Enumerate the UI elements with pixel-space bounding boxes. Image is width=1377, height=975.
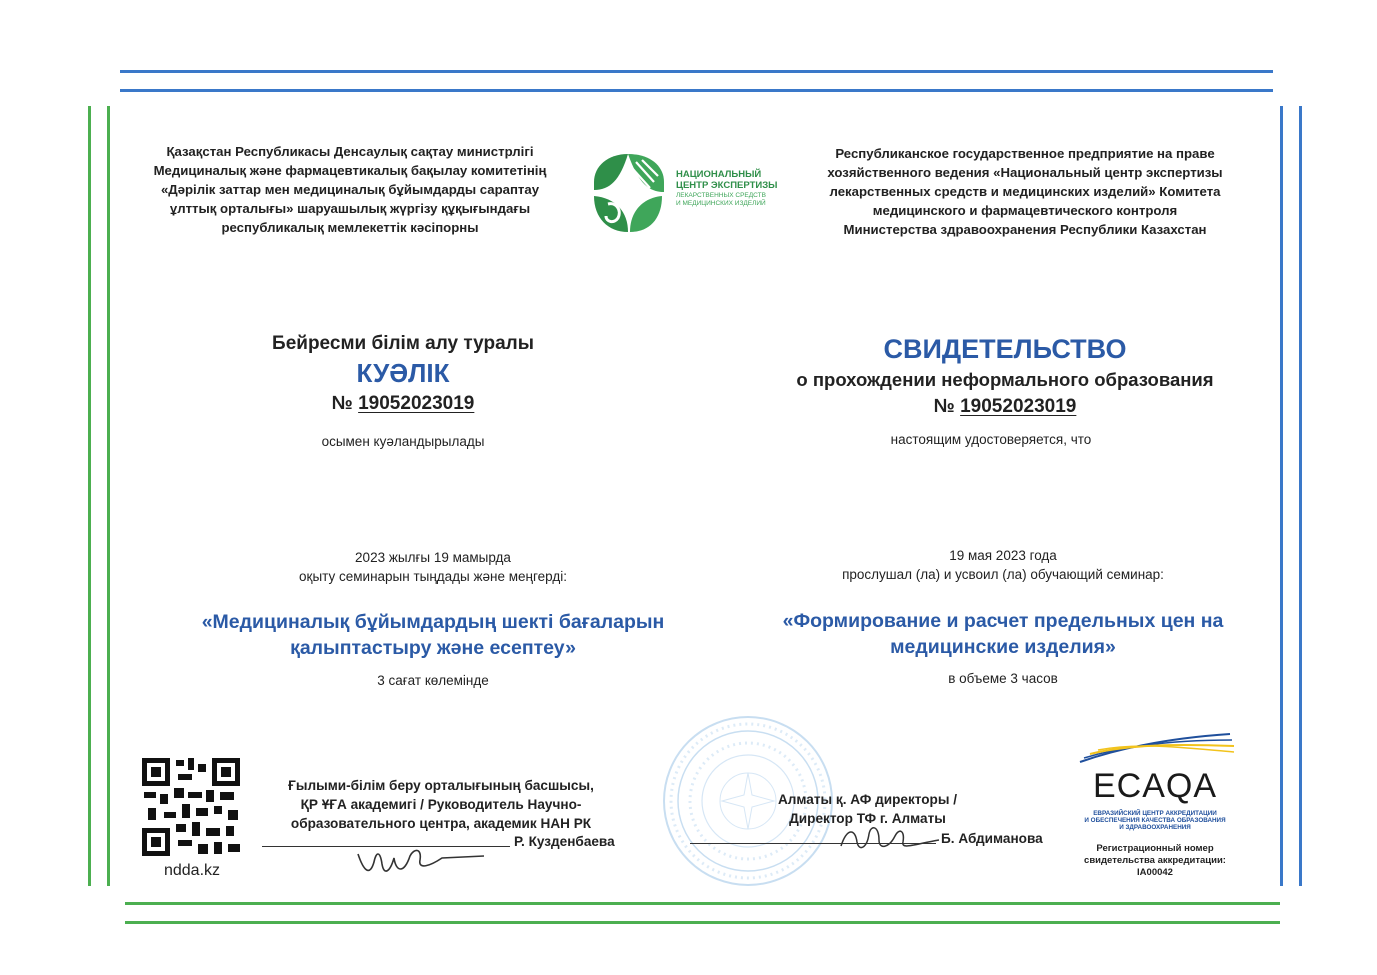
ru-course-line: медицинские изделия»	[890, 636, 1116, 658]
kz-subtitle: Бейресми білім алу туралы	[272, 333, 534, 354]
kz-seminar-info	[183, 548, 683, 586]
russian-organization-header	[790, 144, 1260, 239]
right-border-line-2	[1299, 106, 1302, 886]
ecaqa-reg-label: Регистрационный номер	[1096, 843, 1214, 854]
logo-line: НАЦИОНАЛЬНЫЙ	[676, 169, 762, 180]
ru-title: СВИДЕТЕЛЬСТВО	[883, 334, 1127, 364]
header-line: «Дәрілік заттар мен медициналық бұйымдарды сараптау	[160, 182, 540, 197]
national-center-logo-icon	[588, 152, 668, 234]
bottom-border-line-1	[125, 902, 1280, 905]
header-line: Қазақстан Республикасы Денсаулық сақтау министрлігі	[166, 144, 534, 159]
national-center-logo	[588, 152, 788, 234]
kz-title-block	[203, 332, 603, 418]
logo-line: ЦЕНТР ЭКСПЕРТИЗЫ	[676, 180, 778, 191]
logo-line: ЛЕКАРСТВЕННЫХ СРЕДСТВ	[676, 192, 766, 199]
left-signature-icon	[350, 842, 490, 882]
kz-course-line: «Медициналық бұйымдардың шекті бағаларын	[201, 611, 665, 633]
kazakh-organization-header	[120, 142, 580, 237]
ru-attended: прослушал (ла) и усвоил (ла) обучающий семинар:	[842, 567, 1164, 582]
kz-certifies-text: осымен куәландырылады	[321, 434, 485, 449]
ecaqa-name-line: И ЗДРАВООХРАНЕНИЯ	[1119, 824, 1191, 831]
ru-subtitle: о прохождении неформального образования	[796, 369, 1214, 390]
ru-certificate-number	[745, 394, 1265, 420]
website-link[interactable]: ndda.kz	[163, 862, 221, 879]
kz-certificate-number	[203, 390, 603, 418]
kz-attended: оқыту семинарын тыңдады және меңгерді:	[299, 569, 567, 584]
header-line: республикалық мемлекеттік кәсіпорны	[221, 220, 479, 235]
kz-date: 2023 жылғы 19 мамырда	[355, 550, 511, 565]
signatory-line: Ғылыми-білім беру орталығының басшысы,	[288, 778, 594, 793]
ecaqa-reg-number: IA00042	[1137, 867, 1173, 878]
header-line: медицинского и фармацевтического контроля	[872, 203, 1178, 218]
kz-title: КУӘЛІК	[356, 358, 450, 388]
signatory-line: ҚР ҰҒА академигі / Руководитель Научно-	[300, 797, 582, 812]
qr-code[interactable]	[142, 758, 240, 856]
bottom-border-line-2	[125, 921, 1280, 924]
ru-course-line: «Формирование и расчет предельных цен на	[782, 610, 1224, 632]
ru-number-value: 19052023019	[960, 396, 1077, 417]
left-border-line-2	[107, 106, 110, 886]
ru-certifies-text: настоящим удостоверяется, что	[890, 432, 1092, 447]
ru-title-block	[745, 332, 1265, 420]
header-line: ұлттық орталығы» шаруашылық жүргізу құқығындағы	[169, 201, 531, 216]
ecaqa-name-line: И ОБЕСПЕЧЕНИЯ КАЧЕСТВА ОБРАЗОВАНИЯ	[1084, 817, 1226, 824]
logo-line: И МЕДИЦИНСКИХ ИЗДЕЛИЙ	[676, 200, 766, 207]
left-border-line-1	[88, 106, 91, 886]
ecaqa-name-line: ЕВРАЗИЙСКИЙ ЦЕНТР АККРЕДИТАЦИИ	[1093, 810, 1217, 817]
top-border-line-2	[120, 89, 1273, 92]
header-line: Медициналық және фармацевтикалық бақылау комитетінің	[153, 163, 547, 178]
kz-number-prefix: №	[331, 393, 353, 414]
header-line: Республиканское государственное предприятие на праве	[835, 146, 1215, 161]
signatory-line: Директор ТФ г. Алматы	[789, 811, 946, 826]
ru-date: 19 мая 2023 года	[949, 548, 1057, 563]
ecaqa-reg-label: свидетельства аккредитации:	[1084, 855, 1226, 866]
ecaqa-block	[1070, 728, 1240, 879]
ru-volume: в объеме 3 часов	[948, 671, 1058, 686]
ru-course-title	[743, 608, 1263, 660]
left-signatory-name: Р. Кузденбаева	[514, 834, 615, 849]
right-border-line-1	[1280, 106, 1283, 886]
right-signature-icon	[835, 820, 945, 856]
header-line: хозяйственного ведения «Национальный центр экспертизы	[827, 165, 1223, 180]
ecaqa-swoosh-icon	[1070, 728, 1240, 768]
kz-volume: 3 сағат көлемінде	[377, 673, 489, 688]
kz-number-value: 19052023019	[358, 393, 475, 414]
signatory-line: образовательного центра, академик НАН РК	[290, 816, 592, 831]
header-line: Министерства здравоохранения Республики Казахстан	[843, 222, 1207, 237]
kz-course-line: қалыптастыру және есептеу»	[290, 637, 576, 659]
right-signatory-name: Б. Абдиманова	[941, 831, 1043, 846]
signatory-line: Алматы қ. АФ директоры /	[777, 792, 958, 807]
top-border-line-1	[120, 70, 1273, 73]
ru-seminar-info	[753, 546, 1253, 584]
left-signatory-title	[276, 776, 616, 833]
ecaqa-logo-text: ECAQA	[1092, 767, 1218, 805]
header-line: лекарственных средств и медицинских изделий» Комитета	[829, 184, 1221, 199]
ru-number-prefix: №	[933, 396, 955, 417]
kz-course-title	[163, 609, 703, 661]
